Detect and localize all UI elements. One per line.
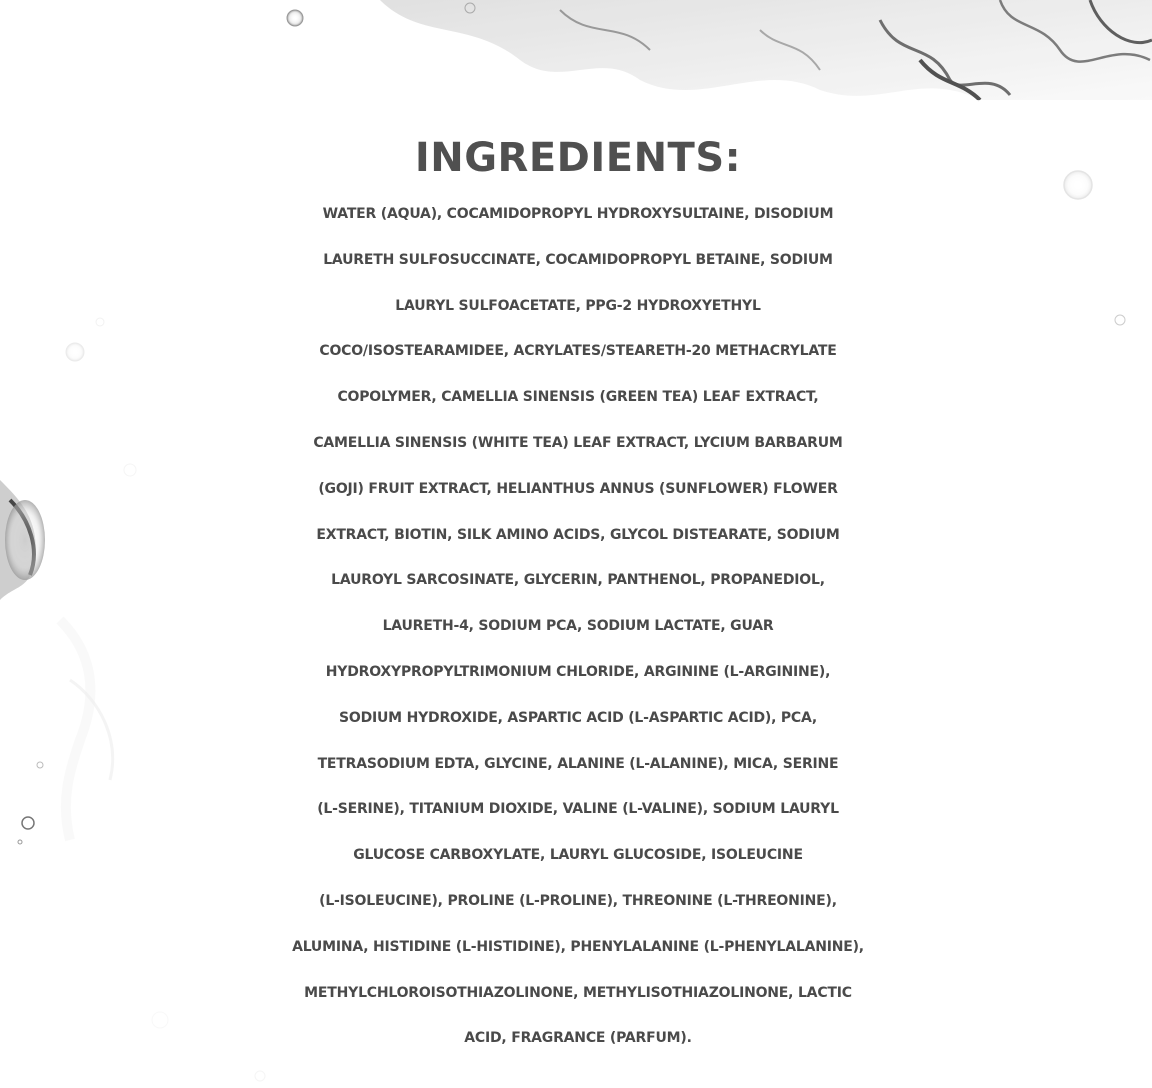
ingredients-line: (L-ISOLEUCINE), PROLINE (L-PROLINE), THREONINE (L-THREONINE), bbox=[319, 892, 837, 909]
ingredients-line: METHYLCHLOROISOTHIAZOLINONE, METHYLISOTHIAZOLINONE, LACTIC bbox=[304, 984, 852, 1001]
ingredients-line: ACID, FRAGRANCE (PARFUM). bbox=[464, 1030, 692, 1047]
ingredients-section bbox=[48, 128, 1108, 1062]
ingredients-line: HYDROXYPROPYLTRIMONIUM CHLORIDE, ARGININE (L-ARGININE), bbox=[325, 663, 831, 680]
ingredients-list bbox=[48, 192, 1108, 1062]
ingredients-line: (GOJI) FRUIT EXTRACT, HELIANTHUS ANNUS (SUNFLOWER) FLOWER bbox=[318, 480, 838, 497]
ingredients-line: LAUROYL SARCOSINATE, GLYCERIN, PANTHENOL, PROPANEDIOL, bbox=[331, 572, 825, 589]
ingredients-line: EXTRACT, BIOTIN, SILK AMINO ACIDS, GLYCOL DISTEARATE, SODIUM bbox=[316, 526, 840, 543]
ingredients-line: SODIUM HYDROXIDE, ASPARTIC ACID (L-ASPARTIC ACID), PCA, bbox=[338, 709, 818, 726]
ingredients-line: (L-SERINE), TITANIUM DIOXIDE, VALINE (L-VALINE), SODIUM LAURYL bbox=[317, 801, 839, 818]
ingredients-line: ALUMINA, HISTIDINE (L-HISTIDINE), PHENYLALANINE (L-PHENYLALANINE), bbox=[292, 938, 864, 955]
ingredients-line: COPOLYMER, CAMELLIA SINENSIS (GREEN TEA) LEAF EXTRACT, bbox=[337, 389, 819, 406]
ingredients-line: TETRASODIUM EDTA, GLYCINE, ALANINE (L-ALANINE), MICA, SERINE bbox=[317, 755, 839, 772]
ingredients-line: CAMELLIA SINENSIS (WHITE TEA) LEAF EXTRACT, LYCIUM BARBARUM bbox=[313, 434, 843, 451]
ingredients-line: LAURETH SULFOSUCCINATE, COCAMIDOPROPYL BETAINE, SODIUM bbox=[323, 251, 833, 268]
ingredients-line: COCO/ISOSTEARAMIDEE, ACRYLATES/STEARETH-20 METHACRYLATE bbox=[319, 343, 837, 360]
ingredients-line: WATER (AQUA), COCAMIDOPROPYL HYDROXYSULTAINE, DISODIUM bbox=[322, 206, 834, 222]
ingredients-line: LAURETH-4, SODIUM PCA, SODIUM LACTATE, GUAR bbox=[382, 618, 774, 635]
ingredients-heading: INGREDIENTS: bbox=[414, 135, 742, 181]
ingredients-line: GLUCOSE CARBOXYLATE, LAURYL GLUCOSIDE, ISOLEUCINE bbox=[353, 847, 803, 864]
top-splash bbox=[380, 0, 1152, 100]
ingredients-line: LAURYL SULFOACETATE, PPG-2 HYDROXYETHYL bbox=[395, 297, 761, 314]
